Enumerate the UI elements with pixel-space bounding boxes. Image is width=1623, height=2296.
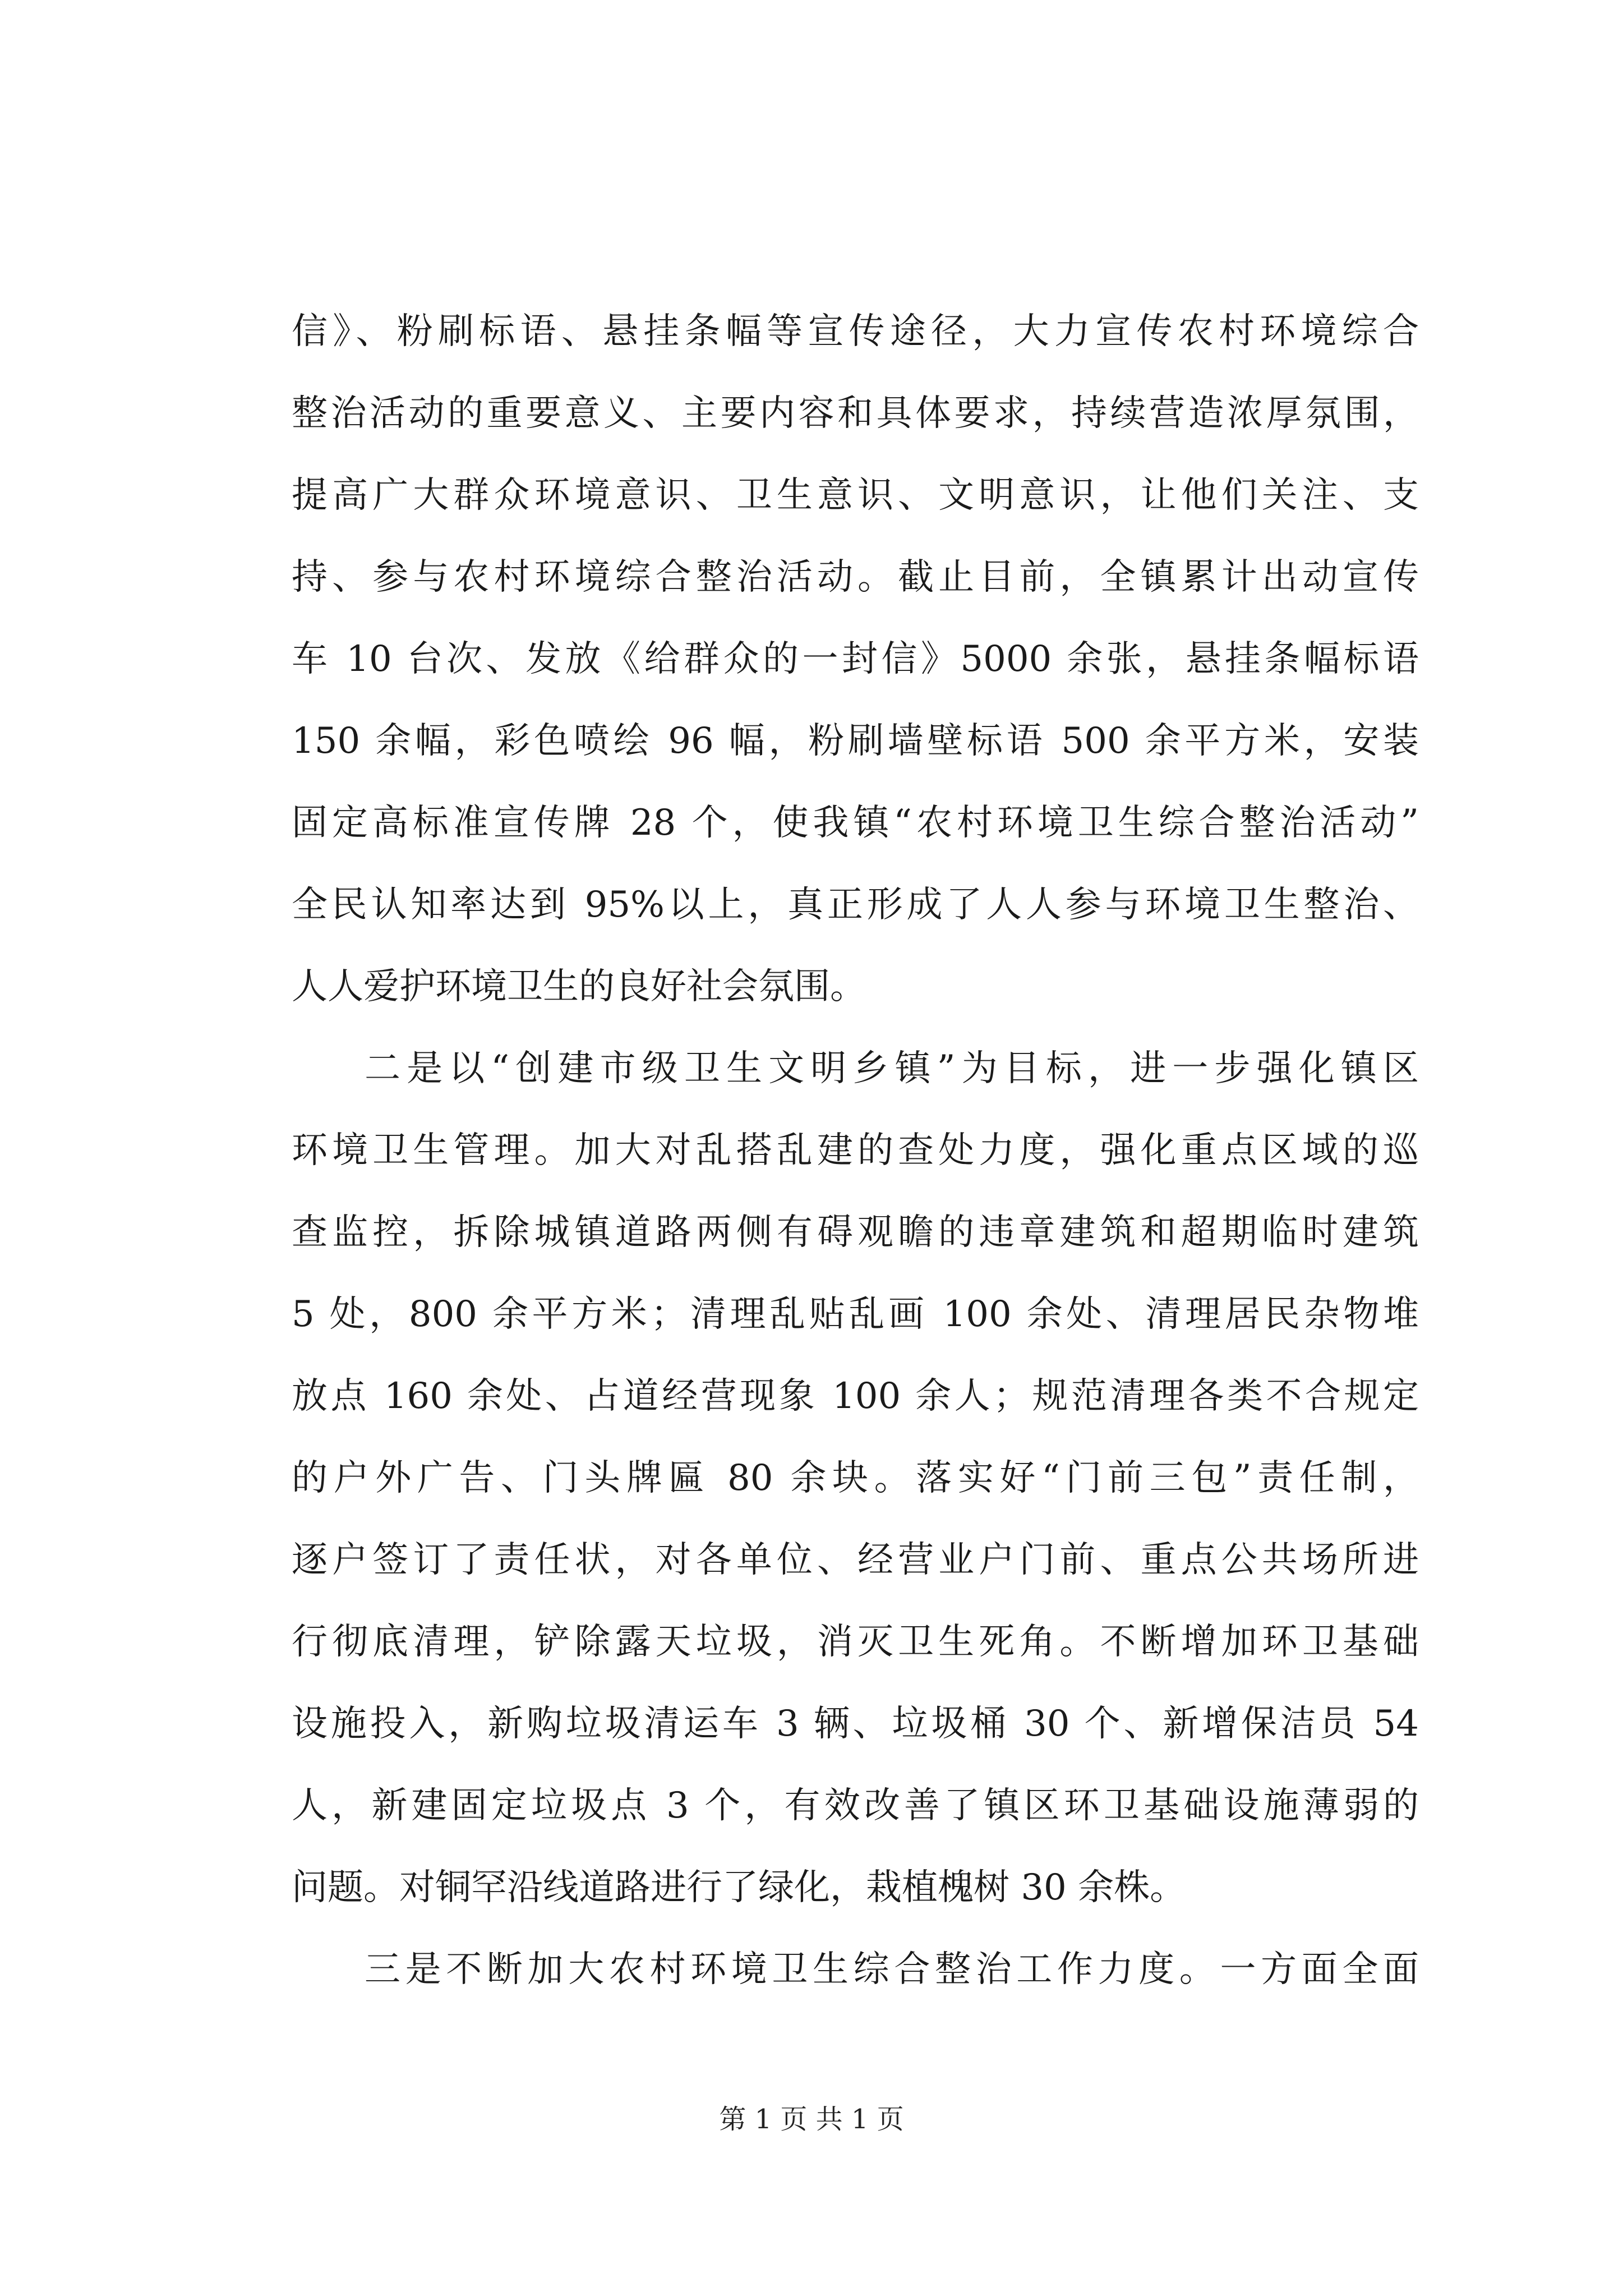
- text-line: 持、参与农村环境综合整治活动。截止目前，全镇累计出动宣传: [292, 556, 1419, 598]
- text-line: 固定高标准宣传牌 28 个，使我镇“农村环境卫生综合整治活动”: [292, 802, 1419, 844]
- text-line: 信》、粉刷标语、悬挂条幅等宣传途径，大力宣传农村环境综合: [292, 311, 1419, 352]
- text-line: 逐户签订了责任状，对各单位、经营业户门前、重点公共场所进: [292, 1539, 1419, 1581]
- text-line: 行彻底清理，铲除露天垃圾，消灭卫生死角。不断增加环卫基础: [292, 1621, 1419, 1663]
- text-line: 整治活动的重要意义、主要内容和具体要求，持续营造浓厚氛围，: [292, 393, 1419, 434]
- text-line: 全民认知率达到 95%以上，真正形成了人人参与环境卫生整治、: [292, 884, 1419, 926]
- text-line: 150 余幅，彩色喷绘 96 幅，粉刷墙壁标语 500 余平方米，安装: [292, 720, 1419, 762]
- document-body: [292, 291, 1419, 2010]
- text-line: 车 10 台次、发放《给群众的一封信》5000 余张，悬挂条幅标语: [292, 638, 1419, 680]
- text-line: 环境卫生管理。加大对乱搭乱建的查处力度，强化重点区域的巡: [292, 1130, 1419, 1171]
- text-line: 人，新建固定垃圾点 3 个，有效改善了镇区环卫基础设施薄弱的: [292, 1785, 1419, 1826]
- text-line: 人人爱护环境卫生的良好社会氛围。: [292, 966, 866, 1007]
- text-line: 查监控，拆除城镇道路两侧有碍观瞻的违章建筑和超期临时建筑: [292, 1212, 1419, 1253]
- text-line: 5 处，800 余平方米；清理乱贴乱画 100 余处、清理居民杂物堆: [292, 1294, 1419, 1335]
- text-line: 提高广大群众环境意识、卫生意识、文明意识，让他们关注、支: [292, 475, 1419, 516]
- paragraph-start-line: 三是不断加大农村环境卫生综合整治工作力度。一方面全面: [365, 1949, 1419, 1990]
- page-footer: 第 1 页 共 1 页: [719, 2104, 904, 2135]
- text-line: 设施投入，新购垃圾清运车 3 辆、垃圾桶 30 个、新增保洁员 54: [292, 1703, 1419, 1745]
- text-line: 的户外广告、门头牌匾 80 余块。落实好“门前三包”责任制，: [292, 1457, 1419, 1499]
- text-line: 放点 160 余处、占道经营现象 100 余人；规范清理各类不合规定: [292, 1375, 1419, 1417]
- text-line: 问题。对铜罕沿线道路进行了绿化，栽植槐树 30 余株。: [292, 1867, 1186, 1908]
- paragraph-start-line: 二是以“创建市级卫生文明乡镇”为目标，进一步强化镇区: [365, 1048, 1419, 1089]
